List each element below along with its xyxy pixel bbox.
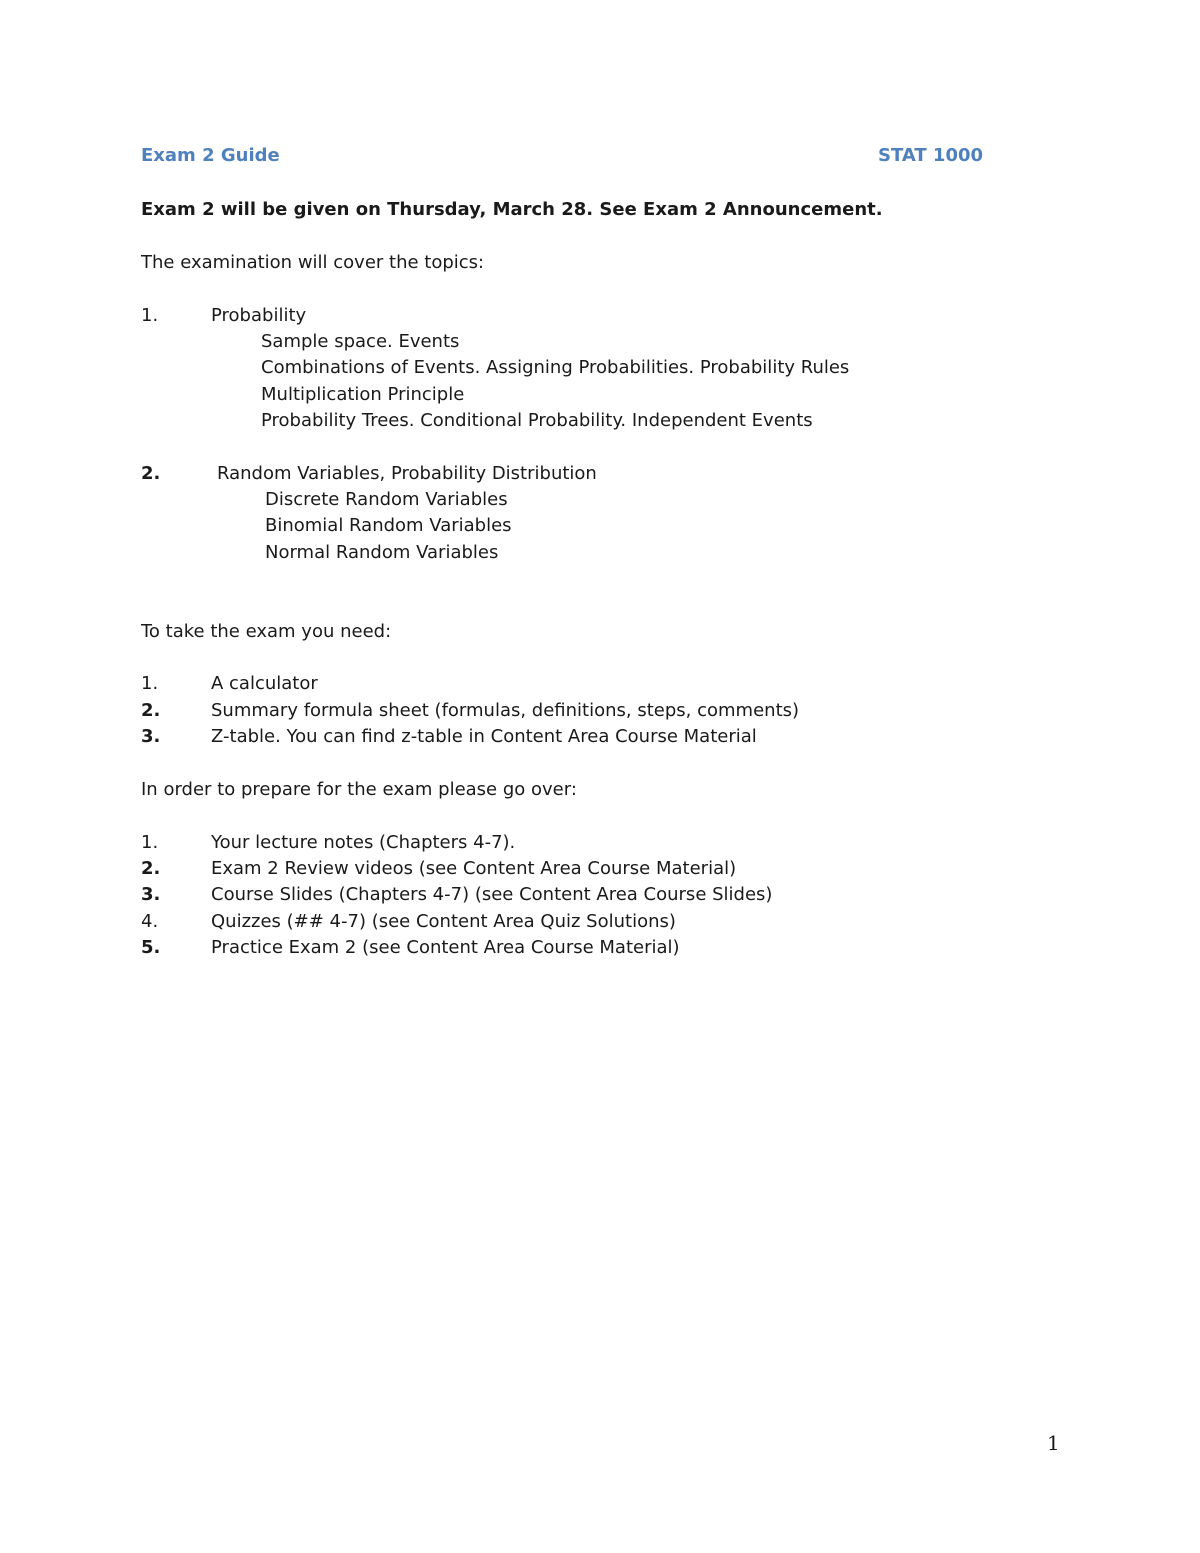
prepare-number: 5. xyxy=(141,937,161,958)
topic-title: Probability xyxy=(211,305,307,326)
exam-announcement: Exam 2 will be given on Thursday, March 28. See Exam 2 Announcement. xyxy=(141,199,883,220)
prepare-item: Practice Exam 2 (see Content Area Course Material) xyxy=(211,937,680,958)
prepare-number: 4. xyxy=(141,911,159,932)
page-number: 1 xyxy=(1047,1431,1060,1455)
prepare-item: Course Slides (Chapters 4-7) (see Content Area Course Slides) xyxy=(211,884,773,905)
prepare-intro: In order to prepare for the exam please go over: xyxy=(141,779,577,800)
topic-title: Random Variables, Probability Distribution xyxy=(217,463,597,484)
topic-number: 2. xyxy=(141,463,161,484)
needs-number: 1. xyxy=(141,673,159,694)
needs-item: Z-table. You can find z-table in Content Area Course Material xyxy=(211,726,757,747)
prepare-number: 2. xyxy=(141,858,161,879)
subtopic-item: Combinations of Events. Assigning Probabilities. Probability Rules xyxy=(261,357,850,378)
prepare-item: Exam 2 Review videos (see Content Area Course Material) xyxy=(211,858,737,879)
subtopic-item: Discrete Random Variables xyxy=(265,489,508,510)
topics-intro: The examination will cover the topics: xyxy=(141,252,485,273)
prepare-number: 1. xyxy=(141,832,159,853)
prepare-item: Quizzes (## 4-7) (see Content Area Quiz Solutions) xyxy=(211,911,676,932)
needs-item: A calculator xyxy=(211,673,318,694)
subtopic-item: Probability Trees. Conditional Probability. Independent Events xyxy=(261,410,813,431)
prepare-item: Your lecture notes (Chapters 4-7). xyxy=(211,832,516,853)
document-title: Exam 2 Guide xyxy=(141,145,280,166)
needs-item: Summary formula sheet (formulas, definitions, steps, comments) xyxy=(211,700,800,721)
course-code: STAT 1000 xyxy=(878,145,984,166)
subtopic-item: Normal Random Variables xyxy=(265,542,499,563)
topic-number: 1. xyxy=(141,305,159,326)
needs-number: 3. xyxy=(141,726,161,747)
subtopic-item: Sample space. Events xyxy=(261,331,460,352)
subtopic-item: Binomial Random Variables xyxy=(265,515,512,536)
subtopic-item: Multiplication Principle xyxy=(261,384,465,405)
needs-number: 2. xyxy=(141,700,161,721)
needs-intro: To take the exam you need: xyxy=(141,621,392,642)
prepare-number: 3. xyxy=(141,884,161,905)
